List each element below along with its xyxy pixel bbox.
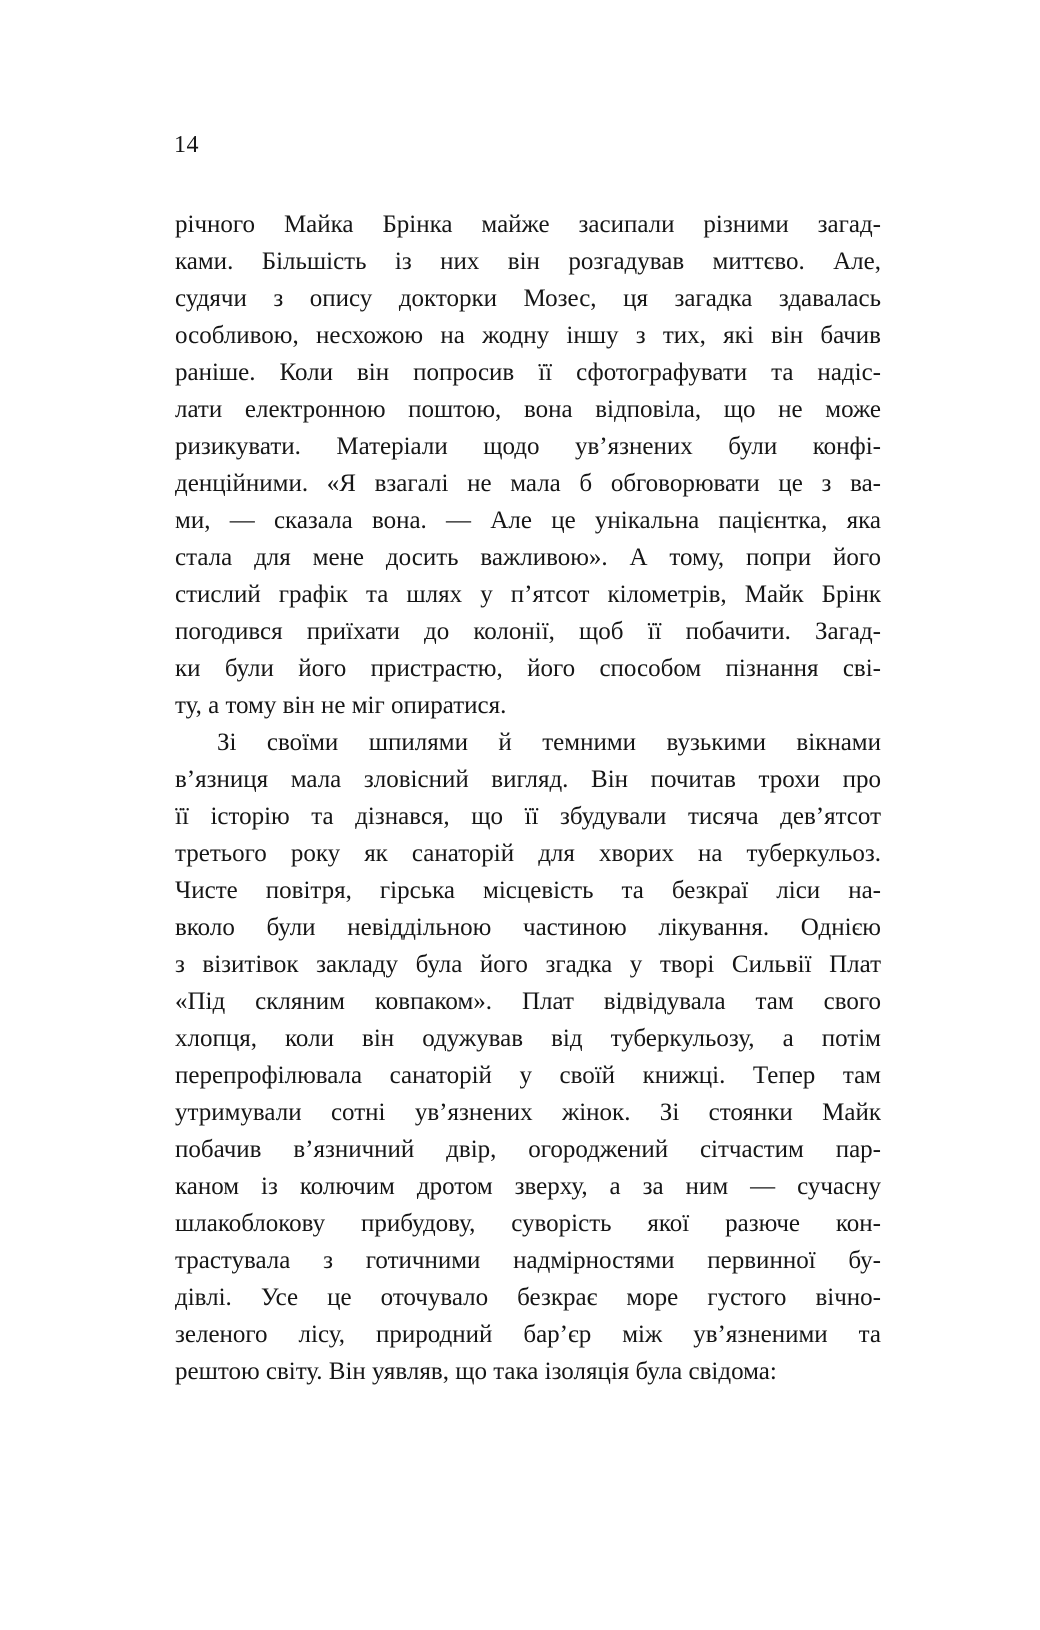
text-line: судячи з опису докторки Мозес, ця загадка здавалась: [175, 285, 881, 312]
text-line: вколо були невіддільною частиною лікування. Однією: [175, 914, 881, 941]
text-line: денційними. «Я взагалі не мала б обговорювати це з ва-: [175, 470, 881, 497]
paragraph: [175, 206, 881, 724]
text-line: третього року як санаторій для хворих на туберкульоз.: [175, 840, 881, 867]
text-line: з візитівок закладу була його згадка у творі Сильвії Плат: [175, 951, 881, 978]
text-line: в’язниця мала зловісний вигляд. Він почитав трохи про: [175, 766, 881, 793]
text-line: зеленого лісу, природний бар’єр між ув’язненими та: [175, 1321, 881, 1348]
text-line: її історію та дізнався, що її збудували тисяча дев’ятсот: [175, 803, 881, 830]
text-line: перепрофілювала санаторій у своїй книжці. Тепер там: [175, 1062, 881, 1089]
text-line: утримували сотні ув’язнених жінок. Зі стоянки Майк: [175, 1099, 881, 1126]
text-block: [175, 206, 881, 1390]
text-line: Чисте повітря, гірська місцевість та безкраї ліси на-: [175, 877, 881, 904]
text-line: дівлі. Усе це оточувало безкрає море густого вічно-: [175, 1284, 881, 1311]
text-line: ризикувати. Матеріали щодо ув’язнених були конфі-: [175, 433, 881, 460]
text-line: ками. Більшість із них він розгадував миттєво. Але,: [175, 248, 881, 275]
text-line: особливою, несхожою на жодну іншу з тих, які він бачив: [175, 322, 881, 349]
text-line: лати електронною поштою, вона відповіла, що не може: [175, 396, 881, 423]
text-line: рештою світу. Він уявляв, що така ізоляція була свідома:: [175, 1358, 777, 1385]
text-line: річного Майка Брінка майже засипали різними загад-: [175, 211, 881, 238]
text-line: ки були його пристрастю, його способом пізнання сві-: [175, 655, 881, 682]
text-line: трастувала з готичними надмірностями первинної бу-: [175, 1247, 881, 1274]
text-line: раніше. Коли він попросив її сфотографувати та надіс-: [175, 359, 881, 386]
text-line: хлопця, коли він одужував від туберкульозу, а потім: [175, 1025, 881, 1052]
text-line: ту, а тому він не міг опиратися.: [175, 692, 507, 719]
text-line: каном із колючим дротом зверху, а за ним — сучасну: [175, 1173, 881, 1200]
text-line: стислий графік та шлях у п’ятсот кілометрів, Майк Брінк: [175, 581, 881, 608]
text-line: шлакоблокову прибудову, суворість якої разюче кон-: [175, 1210, 881, 1237]
page-number: 14: [174, 132, 199, 158]
text-line: побачив в’язничний двір, огороджений сітчастим пар-: [175, 1136, 881, 1163]
text-line: погодився приїхати до колонії, щоб її побачити. Загад-: [175, 618, 881, 645]
text-line: стала для мене досить важливою». А тому, попри його: [175, 544, 881, 571]
paragraph: [175, 724, 881, 1390]
text-line: Зі своїми шпилями й темними вузькими вікнами: [217, 729, 881, 756]
text-line: «Під скляним ковпаком». Плат відвідувала там свого: [175, 988, 881, 1015]
text-line: ми, — сказала вона. — Але це унікальна пацієнтка, яка: [175, 507, 881, 534]
